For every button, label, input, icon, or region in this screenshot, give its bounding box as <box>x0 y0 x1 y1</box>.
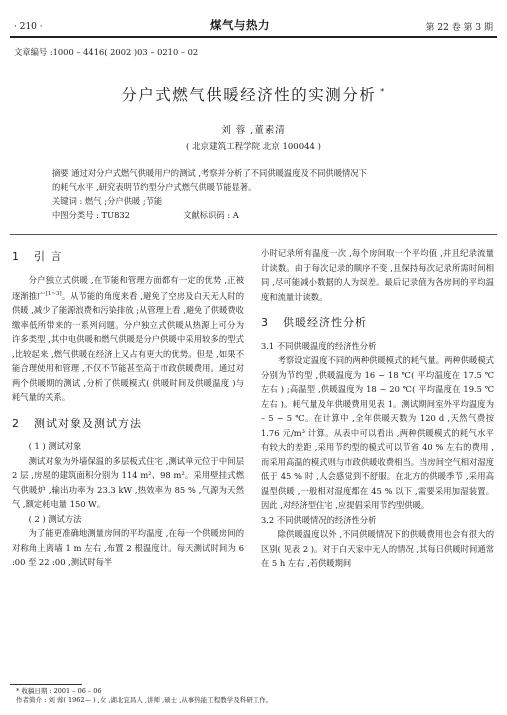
method-continued-paragraph: 小时记录所有温度一次 ,每个房间取一个平均值 ,并且纪录流量计读数。由于每次记录的顺序不变 ,且保持每次记录所需时间相同 ,尽可能减小数据的人为误差。最后记录值为各房间的平均温度和流量计读数。 <box>261 248 494 302</box>
authors: 刘 蓉 ,董素清 <box>221 125 286 136</box>
clc-number: 中图分类号 : TU832 <box>52 210 130 220</box>
intro-text-b: 。从节能的角度来看 ,避免了空房及白天无人时的供暖 ,减少了能源浪费和污染排放 ;从管理上看 ,避免了供暖费收缴率低所带来的一系列问题。分户独立式供暖从热源上可分为许多类型 ,其中电供暖和燃气供暖是分户供暖中采用较多的型式 ,比较起来 ,燃气供暖在经济上又占有更大的优势。但是 ,如果不能合理使用和管理 ,不仅不节能甚至高于市政供暖费用。通过对两个供暖期的测试 ,分析了供暖模式( 供暖时间及供暖温度 )与耗气量的关系。 <box>12 290 244 403</box>
title-footnote-mark: * <box>380 86 386 96</box>
section-3-title: 供暖经济性分析 <box>283 316 367 329</box>
author-bio: 作者简介 : 刘 蓉( 1962— ) ,女 ,湖北宜昌人 ,讲师 ,硕士 ,从事热能工程教学及科研工作。 <box>16 696 273 704</box>
header-rule <box>10 36 497 38</box>
section-2-title: 测试对象及测试方法 <box>34 416 142 430</box>
document-code: 文献标识码 : A <box>183 210 239 220</box>
section-3-number: 3 <box>261 316 269 329</box>
page-number: · 210 · <box>14 22 43 32</box>
intro-citation: [1~3] <box>45 291 62 297</box>
intro-paragraph <box>12 273 244 405</box>
section-3-heading <box>261 316 494 331</box>
classification-row <box>52 208 452 222</box>
condition-analysis-paragraph: 除供暖温度以外 ,不同供暖情况下的供暖费用也会有很大的区别( 见表 2 )。对于白天家中无人的情况 ,其每日供暖时间通常在 5 h 左右 ,若供暖期间 <box>261 529 494 568</box>
footnote-rule <box>10 684 82 685</box>
volume-issue: 第 22 卷 第 3 期 <box>425 23 493 33</box>
section-1-title: 引 言 <box>34 250 63 263</box>
section-1-number: 1 <box>12 250 20 263</box>
abstract-line-2: 的耗气水平 ,研究表明节约型分户式燃气供暖节能显著。 <box>52 182 257 192</box>
right-column <box>261 246 494 571</box>
journal-name: 煤气与热力 <box>210 18 270 32</box>
temperature-analysis-paragraph: 考察设定温度不同的两种供暖模式的耗气量。两种供暖模式分别为节约型 ,供暖温度为 16 ~ 18 ℃( 平均温度在 17.5 ℃左右 ) ;高温型 ,供暖温度为 18 ~ 20 ℃( 平均温度在 19.5 ℃左右 )。耗气量及年供暖费用见表 1。测试期间室外平均温度为 – 5 ~ 5 ℃。在计算中 ,全年供暖天数为 120 d ,天然气费按 1.76 元/m³ 计算。从表中可以看出 ,两种供暖模式的耗气水平有较大的差距 ,采用节约型的模式可以节省 40 % 左右的费用 ,而采用高温的模式则与市政供暖收费相当。当房间空气相对湿度低于 45 % 时 ,人会感觉到不舒服。在北方的供暖季节 ,采用高温型供暖 ,一般相对湿度都在 45 % 以下 ,需要采用加湿装置。因此 ,对经济型住宅 ,应提倡采用节约型供暖。 <box>261 355 494 510</box>
section-1-heading <box>12 250 244 265</box>
abstract-line-1: 摘要 通过对分户式燃气供暖用户的测试 ,考察并分析了不同供暖温度及不同供暖情况下 <box>52 168 367 178</box>
test-method-paragraph: 为了能更准确地测量房间的平均温度 ,在每一个供暖房间的对称角上离墙 1 m 左右 ,布置 2 根温度计。每天测试时间为 6 :00 至 22 :00 ,测试时每半 <box>12 528 244 568</box>
section-2-heading <box>12 417 244 432</box>
received-date: * 收稿日期 : 2001 – 06 – 06 <box>16 687 102 695</box>
section-2-number: 2 <box>12 416 20 430</box>
paper-title <box>0 83 507 105</box>
affiliation: ( 北京建筑工程学院 北京 100044 ) <box>186 142 321 152</box>
article-number: 文章编号 :1000 – 4416( 2002 )03 – 0210 – 02 <box>14 47 199 57</box>
abstract-block <box>52 166 452 222</box>
left-column <box>12 240 244 570</box>
abstract-rule <box>10 234 497 235</box>
footnote <box>16 687 486 705</box>
subsection-3-2-heading: 3.2 不同供暖情况的经济性分析 <box>261 514 377 525</box>
paper-title-text: 分户式燃气供暖经济性的实测分析 <box>121 86 377 104</box>
intro-text-a: 分户独立式供暖 ,在节能和管理方面都有一定的优势 ,正被逐渐推广 <box>12 274 244 301</box>
subsection-method-label: ( 2 ) 测试方法 <box>28 513 82 524</box>
test-object-paragraph: 测试对象为外墙保温的多层板式住宅 ,测试单元位于中间层 2 层 ,房屋的建筑面积分别为 114 m²、98 m²。采用壁挂式燃气供暖炉 ,输出功率为 23.3 kW ,热效率为 85 % ,气源为天然气 ,额定耗电量 150 W。 <box>12 455 244 510</box>
subsection-object-label: ( 1 ) 测试对象 <box>28 441 82 452</box>
keywords: 关键词 : 燃气 ;分户供暖 ;节能 <box>52 196 163 206</box>
subsection-3-1-heading: 3.1 不同供暖温度的经济性分析 <box>261 340 377 351</box>
